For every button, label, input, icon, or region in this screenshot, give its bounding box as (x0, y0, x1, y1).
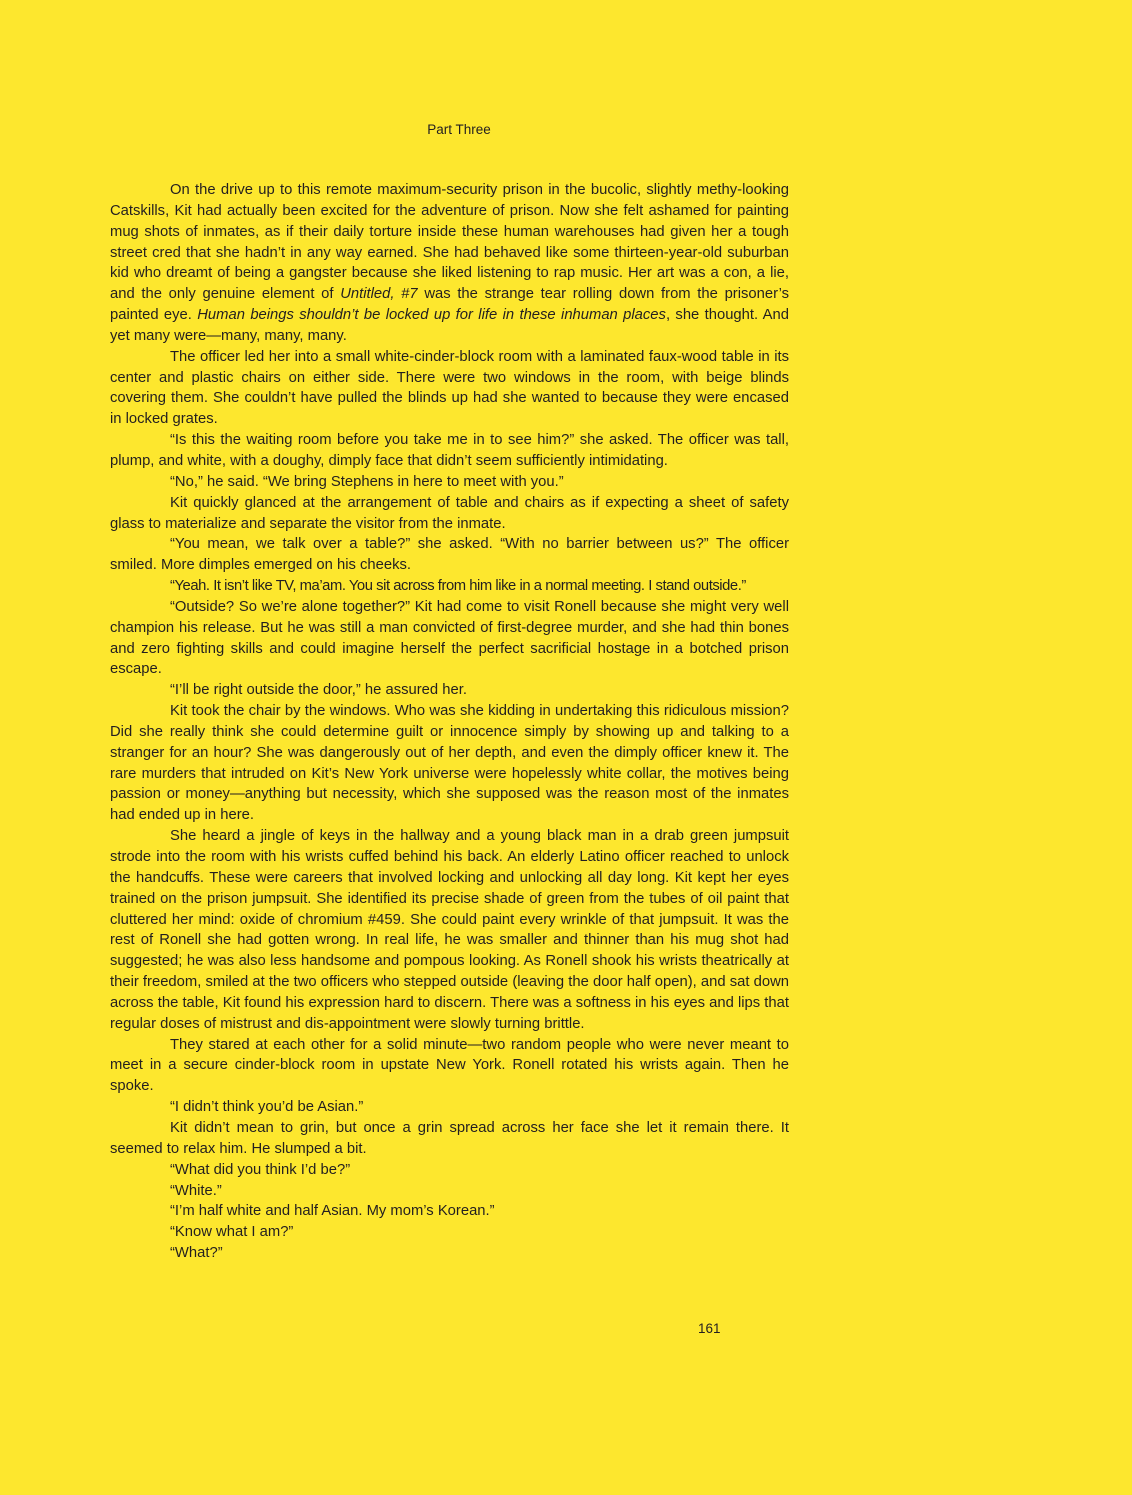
paragraph: “Know what I am?” (170, 1224, 294, 1241)
paragraph: “Yeah. It isn’t like TV, ma’am. You sit across from him like in a normal meeting. I stand outside.” (170, 578, 746, 595)
artwork-title: Untitled, #7 (340, 286, 418, 303)
paragraph: She heard a jingle of keys in the hallway and a young black man in a drab green jumpsuit strode into the room with his wrists cuffed behind his back. An elderly Latino officer reached to unlock the handcuffs. These were careers that involved locking and unlocking all day long. Kit kept her eyes trained on the prison jumpsuit. She identified its precise shade of green from the tubes of oil paint that cluttered her mind: oxide of chromium #459. She could paint every wrinkle of that jumpsuit. It was the rest of Ronell she had gotten wrong. In real life, he was smaller and thinner than his mug shot had suggested; he was also less handsome and pompous looking. As Ronell shook his wrists theatrically at their freedom, smiled at the two officers who stepped outside (leaving the door half open), and sat down across the table, Kit found his expression hard to discern. There was a softness in his eyes and lips that regular doses of mistrust and dis-appointment were slowly turning brittle. (110, 828, 789, 1032)
paragraph (110, 180, 789, 347)
body-text (110, 180, 789, 1264)
paragraph: “I’m half white and half Asian. My mom’s Korean.” (170, 1203, 495, 1220)
paragraph-text: was the strange tear rolling down from the prisoner’s painted eye. (110, 286, 789, 324)
paragraph: Kit didn’t mean to grin, but once a grin spread across her face she let it remain there. It seemed to relax him. He slumped a bit. (110, 1119, 789, 1157)
paragraph: Kit quickly glanced at the arrangement of table and chairs as if expecting a sheet of safety glass to materialize and separate the visitor from the inmate. (110, 494, 789, 532)
paragraph: “What?” (170, 1245, 223, 1262)
paragraph-text: , she thought. And yet many were—many, many, many. (110, 307, 789, 344)
page-number: 161 (698, 1321, 721, 1336)
paragraph: “I’ll be right outside the door,” he assured her. (170, 682, 467, 699)
paragraph: “You mean, we talk over a table?” she asked. “With no barrier between us?” The officer smiled. More dimples emerged on his cheeks. (110, 536, 789, 574)
paragraph: “White.” (170, 1182, 222, 1199)
paragraph: The officer led her into a small white-cinder-block room with a laminated faux-wood table in its center and plastic chairs on either side. There were two windows in the room, with beige blinds covering them. She couldn’t have pulled the blinds up had she wanted to because they were encased in locked grates. (110, 348, 789, 428)
paragraph: “I didn’t think you’d be Asian.” (170, 1099, 364, 1116)
italic-thought: Human beings shouldn’t be locked up for life in these inhuman places (197, 307, 666, 324)
running-head: Part Three (427, 122, 491, 137)
paragraph: Kit took the chair by the windows. Who was she kidding in undertaking this ridiculous mission? Did she really think she could determine guilt or innocence simply by showing up and talking to a stranger for an hour? She was dangerously out of her depth, and even the dimply officer knew it. The rare murders that intruded on Kit’s New York universe were hopelessly white collar, the motives being passion or money—anything but necessity, which she supposed was the reason most of the inmates had ended up in here. (110, 703, 789, 824)
paragraph: They stared at each other for a solid minute—two random people who were never meant to meet in a secure cinder-block room in upstate New York. Ronell rotated his wrists again. Then he spoke. (110, 1036, 789, 1095)
paragraph: “What did you think I’d be?” (170, 1161, 351, 1178)
paragraph: “Is this the waiting room before you take me in to see him?” she asked. The officer was tall, plump, and white, with a doughy, dimply face that didn’t seem sufficiently intimidating. (110, 432, 789, 469)
paragraph-text: On the drive up to this remote maximum-security prison in the bucolic, slightly methy-looking Catskills, Kit had actually been excited for the adventure of prison. Now she felt ashamed for painting mug shots of inmates, as if their daily torture inside these human warehouses had given her a tough street cred that she hadn’t in any way earned. She had behaved like some thirteen-year-old suburban kid who dreamt of being a gangster because she liked listening to rap music. Her art was a con, a lie, and the only genuine element of (110, 182, 789, 303)
paragraph: “Outside? So we’re alone together?” Kit had come to visit Ronell because she might very well champion his release. But he was still a man convicted of first-degree murder, and she had thin bones and zero fighting skills and could imagine herself the perfect sacrificial hostage in a botched prison escape. (110, 598, 789, 678)
paragraph: “No,” he said. “We bring Stephens in here to meet with you.” (170, 473, 564, 490)
